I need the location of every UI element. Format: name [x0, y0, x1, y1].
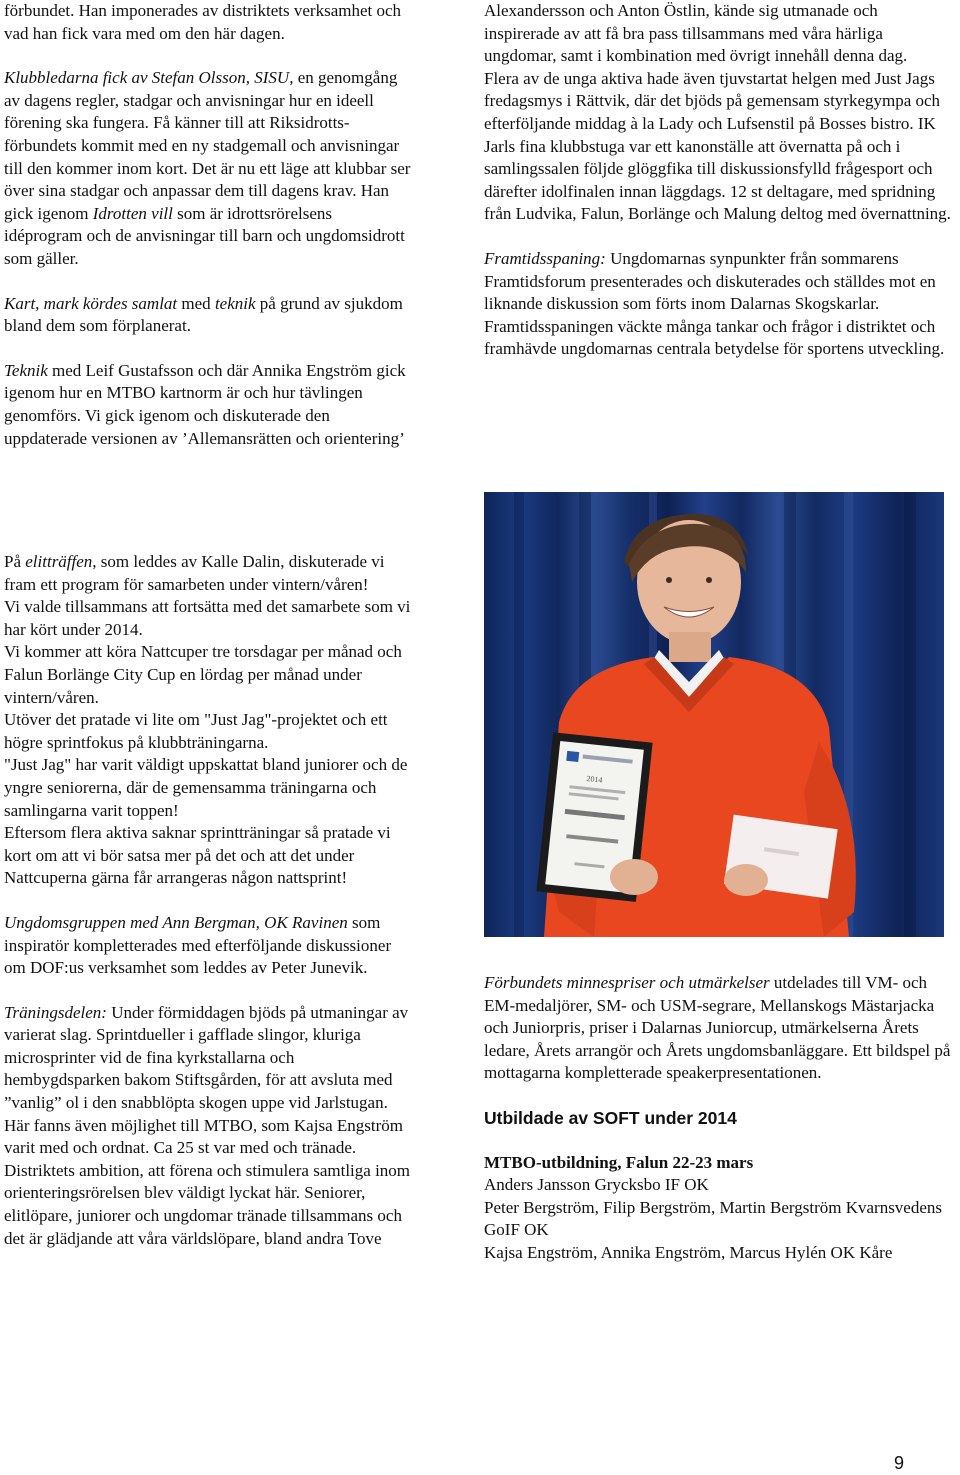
- text: utdelades till VM- och EM-medaljörer, SM- och USM-segrare, Mellanskogs Mästarjacka och Juniorpris, priser i Dalarnas Juniorcup, utmärkelserna Årets ledare, Årets arrangör och Årets ungdomsbanläggare. Ett bildspel på mottagarna kompletterade speakerpresentationen.: [484, 973, 951, 1083]
- emphasis: Förbundets minnespriser och utmärkelser: [484, 973, 770, 992]
- paragraph-alexandersson: Alexandersson och Anton Östlin, kände sig utmanade och inspirerade av att få bra pass tillsammans med våra härliga ungdomar, samt i kombination med övrigt innehåll denna dag.: [484, 1, 908, 66]
- paragraph-line: Vi valde tillsammans att fortsätta med det samarbete som vi har kört under 2014.: [4, 597, 411, 639]
- text: Ungdomarnas synpunkter från sommarens Framtidsforum presenterades och diskuterades och ställdes mot en liknande diskussion som förts inom Dalarnas Skogskarlar. Framtidsspaningen väckte många tankar och frågor i distriktet och framhävde ungdomarnas centrala betydelse för sportens utveckling.: [484, 248, 945, 359]
- paragraph-teknik: [4, 360, 414, 450]
- text: Under förmiddagen bjöds på utmaningar av varierat slag. Sprintdueller i gafflade slingor, kluriga microsprinter vid de fina kyrkstallarna och hembygdsparken bakom Stiftsgården, för att avsluta med ”vanlig” ol i den snabblöpta skogen uppe vid Jarlstugan. Här fanns även möjlighet till MTBO, som Kajsa Engström varit med och ordnat. Ca 25 st var med och tränade. Distriktets ambition, att förena och stimulera samtliga inom orienteringsrörelsen blev väldigt lyckat här. Seniorer, elitlöpare, juniorer och ungdomar tränade tillsammans och det är glädjande att våra världslöpare, bland andra Tove: [4, 1002, 411, 1248]
- paragraph-line: Eftersom flera aktiva saknar sprintträningar så pratade vi kort om att vi bör satsa mer på det och att det under Nattcuperna gärna får arrangeras någon nattsprint!: [4, 823, 391, 888]
- page-number: 9: [893, 1453, 904, 1473]
- right-column-bottom: [484, 972, 960, 1265]
- paragraph-line: "Just Jag" har varit väldigt uppskattat bland juniorer och de yngre seniorerna, där de gemensamma träningarna och samlingarna varit toppen!: [4, 755, 408, 820]
- left-column-bottom: [4, 551, 414, 1250]
- paragraph-traningsdelen: [4, 1002, 414, 1251]
- text: med: [177, 293, 215, 313]
- text: en genomgång av dagens regler, stadgar och anvisningar hur en ideell förening ska fungera. Få känner till att Riksidrotts-förbundets kommit med en ny stadgemall och anvisningar till den kommer inom kort. Det är nu ett läge att klubbar ser över sina stadgar och anpassar dem till dagens krav. Han gick igenom: [4, 68, 411, 223]
- text: som är idrottsrörelsens idéprogram och de anvisningar till barn och ungdomsidrott som gäller.: [4, 203, 405, 268]
- emphasis: elitträffen: [25, 552, 93, 571]
- paragraph-forbundet: förbundet. Han imponerades av distriktets verksamhet och vad han fick vara med om den här dagen.: [4, 1, 402, 43]
- paragraph-minnespriser: [484, 972, 960, 1085]
- paragraph-line: Utöver det pratade vi lite om "Just Jag"-projektet och ett högre sprintfokus på klubbträningarna.: [4, 710, 388, 752]
- text: med Leif Gustafsson och där Annika Engström gick igenom hur en MTBO kartnorm är och hur tävlingen genomförs. Vi gick igenom och diskuterade den uppdaterade versionen av ’Allemansrätten och orientering’: [4, 360, 406, 448]
- emphasis: teknik: [214, 293, 256, 313]
- diploma-year: 2014: [586, 774, 603, 785]
- paragraph-line: Vi kommer att köra Nattcuper tre torsdagar per månad och Falun Borlänge City Cup en lördag per månad under vintern/våren.: [4, 642, 402, 707]
- section-heading-soft: Utbildade av SOFT under 2014: [484, 1107, 737, 1128]
- text: på grund av sjukdom bland dem som förplanerat.: [4, 293, 403, 336]
- award-photo: [484, 492, 944, 937]
- right-column-top: [484, 0, 956, 361]
- emphasis: Träningsdelen:: [4, 1002, 107, 1022]
- text: På: [4, 552, 26, 571]
- paragraph-ungdomsgruppen: [4, 912, 414, 980]
- emphasis: Teknik: [4, 360, 48, 380]
- paragraph-klubbledarna: [4, 67, 414, 270]
- text: , som leddes av Kalle Dalin, diskuterade vi fram ett program för samarbeten under vintern/våren!: [4, 552, 385, 594]
- paragraph-kart-mark: [4, 293, 414, 338]
- subheading-mtbo: MTBO-utbildning, Falun 22-23 mars: [484, 1152, 754, 1172]
- left-column-top: [4, 0, 414, 450]
- emphasis: Klubbledarna fick av Stefan Olsson, SISU,: [4, 68, 294, 88]
- paragraph-elittraffen: [4, 551, 414, 596]
- emphasis: Framtidsspaning:: [484, 248, 606, 268]
- text: som inspiratör kompletterades med efterföljande diskussioner om DOF:us verksamhet som leddes av Peter Junevik.: [4, 912, 392, 978]
- emphasis: Kart, mark kördes samlat: [4, 293, 178, 313]
- participant-line: Anders Jansson Grycksbo IF OK: [484, 1175, 709, 1195]
- participant-line: Kajsa Engström, Annika Engström, Marcus Hylén OK Kåre: [484, 1242, 893, 1262]
- paragraph-framtidsspaning: [484, 248, 956, 361]
- award-photo-illustration: [484, 492, 944, 937]
- emphasis: Idrotten vill: [92, 203, 173, 223]
- paragraph-fredagsmys: Flera av de unga aktiva hade även tjuvstartat helgen med Just Jags fredagsmys i Rättvik, där det bjöds på gemensam styrkegympa och efterföljande middag à la Lady och Lufsenstil på Bosses bistro. IK Jarls fina klubbstuga var ett kanonställe att övernatta på och i samlingssalen följde glöggfika till diskussionsfylld frågesport och därefter idolfinalen innan läggdags. 12 st deltagare, med spridning från Ludvika, Falun, Borlänge och Malung deltog med övernattning.: [484, 68, 951, 224]
- participant-line: Peter Bergström, Filip Bergström, Martin Bergström Kvarnsvedens GoIF OK: [484, 1197, 943, 1240]
- emphasis: Ungdomsgruppen med Ann Bergman, OK Ravinen: [4, 912, 348, 932]
